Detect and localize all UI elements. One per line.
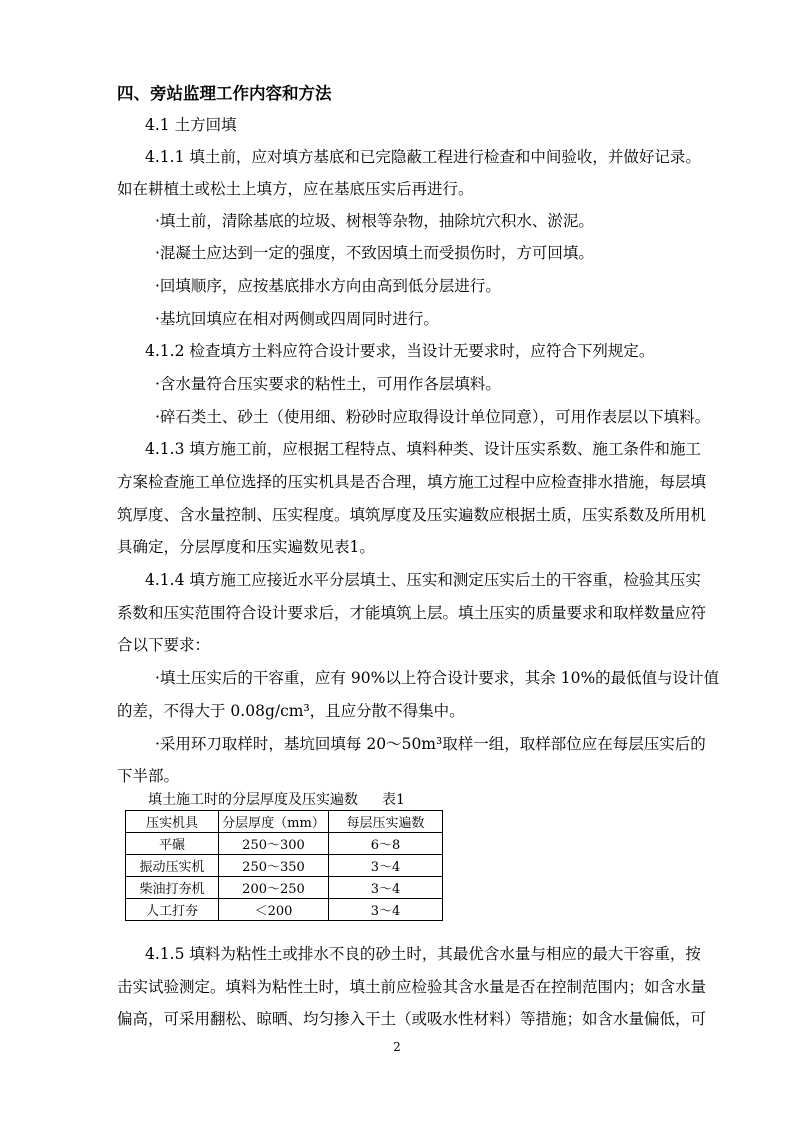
table-cell: 6～8	[329, 833, 443, 855]
table-cell: 3～4	[329, 855, 443, 877]
bullet-item: ·采用环刀取样时，基坑回填每 20～50m³取样一组，取样部位应在每层压实后的	[155, 735, 706, 753]
table-row	[126, 899, 443, 921]
table-number: 表1	[382, 792, 405, 808]
table-cell: 柴油打夯机	[126, 877, 219, 899]
paragraph-line: 4.1.4 填方施工应接近水平分层填土、压实和测定压实后土的干容重，检验其压实	[145, 571, 701, 589]
table-header-cell: 压实机具	[126, 811, 219, 833]
bullet-item: ·填土压实后的干容重，应有 90%以上符合设计要求，其余 10%的最低值与设计值	[155, 669, 720, 687]
paragraph-line: 方案检查施工单位选择的压实机具是否合理，填方施工过程中应检查排水措施，每层填	[117, 473, 707, 491]
page-number: 2	[393, 1040, 401, 1054]
paragraph-line: 4.1.2 检查填方土料应符合设计要求，当设计无要求时，应符合下列规定。	[145, 342, 655, 360]
paragraph-line: 系数和压实范围符合设计要求后，才能填筑上层。填土压实的质量要求和取样数量应符	[117, 604, 707, 622]
paragraph-line: 4.1.3 填方施工前，应根据工程特点、填料种类、设计压实系数、施工条件和施工	[145, 440, 701, 458]
paragraph-line: 4.1.5 填料为粘性土或排水不良的砂土时，其最优含水量与相应的最大干容重，按	[145, 945, 701, 963]
table-title: 填土施工时的分层厚度及压实遍数	[148, 792, 358, 808]
table-cell: 人工打夯	[126, 899, 219, 921]
paragraph-line: 击实试验测定。填料为粘性土时，填土前应检验其含水量是否在控制范围内；如含水量	[117, 978, 707, 996]
paragraph-line: 如在耕植土或松土上填方，应在基底压实后再进行。	[117, 180, 474, 198]
paragraph-line: 4.1.1 填土前，应对填方基底和已完隐蔽工程进行检查和中间验收，并做好记录。	[145, 148, 701, 166]
table-caption	[148, 789, 405, 809]
paragraph-line: 下半部。	[117, 767, 180, 785]
table-cell: 振动压实机	[126, 855, 219, 877]
compaction-table	[125, 810, 443, 921]
table-cell: 250～350	[219, 855, 329, 877]
table-header-cell: 分层厚度（mm）	[219, 811, 329, 833]
section-heading: 四、旁站监理工作内容和方法	[117, 84, 332, 103]
table-cell: ＜200	[219, 899, 329, 921]
paragraph-line: 具确定，分层厚度和压实遍数见表1。	[117, 538, 375, 556]
table-cell: 平碾	[126, 833, 219, 855]
table-row	[126, 833, 443, 855]
table-row	[126, 855, 443, 877]
table-cell: 200～250	[219, 877, 329, 899]
bullet-item: ·基坑回填应在相对两侧或四周同时进行。	[155, 310, 439, 328]
paragraph-line: 偏高，可采用翻松、晾晒、均匀掺入干土（或吸水性材料）等措施；如含水量偏低，可	[117, 1010, 707, 1028]
bullet-item: ·碎石类土、砂土（使用细、粉砂时应取得设计单位同意），可用作表层以下填料。	[155, 408, 711, 426]
subsection-title: 4.1 土方回填	[145, 116, 237, 134]
paragraph-line: 合以下要求：	[117, 636, 211, 654]
bullet-item: ·填土前，清除基底的垃圾、树根等杂物，抽除坑穴积水、淤泥。	[155, 212, 594, 230]
table-cell: 3～4	[329, 877, 443, 899]
bullet-item: ·混凝土应达到一定的强度，不致因填土而受损伤时，方可回填。	[155, 244, 594, 262]
table-header-cell: 每层压实遍数	[329, 811, 443, 833]
bullet-item: ·含水量符合压实要求的粘性土，可用作各层填料。	[155, 375, 501, 393]
table-row	[126, 877, 443, 899]
paragraph-line: 筑厚度、含水量控制、压实程度。填筑厚度及压实遍数应根据土质，压实系数及所用机	[117, 506, 707, 524]
paragraph-line: 的差，不得大于 0.08g/cm³，且应分散不得集中。	[117, 702, 465, 720]
table-cell: 3～4	[329, 899, 443, 921]
bullet-item: ·回填顺序，应按基底排水方向由高到低分层进行。	[155, 277, 501, 295]
table-header-row	[126, 811, 443, 833]
table-cell: 250～300	[219, 833, 329, 855]
